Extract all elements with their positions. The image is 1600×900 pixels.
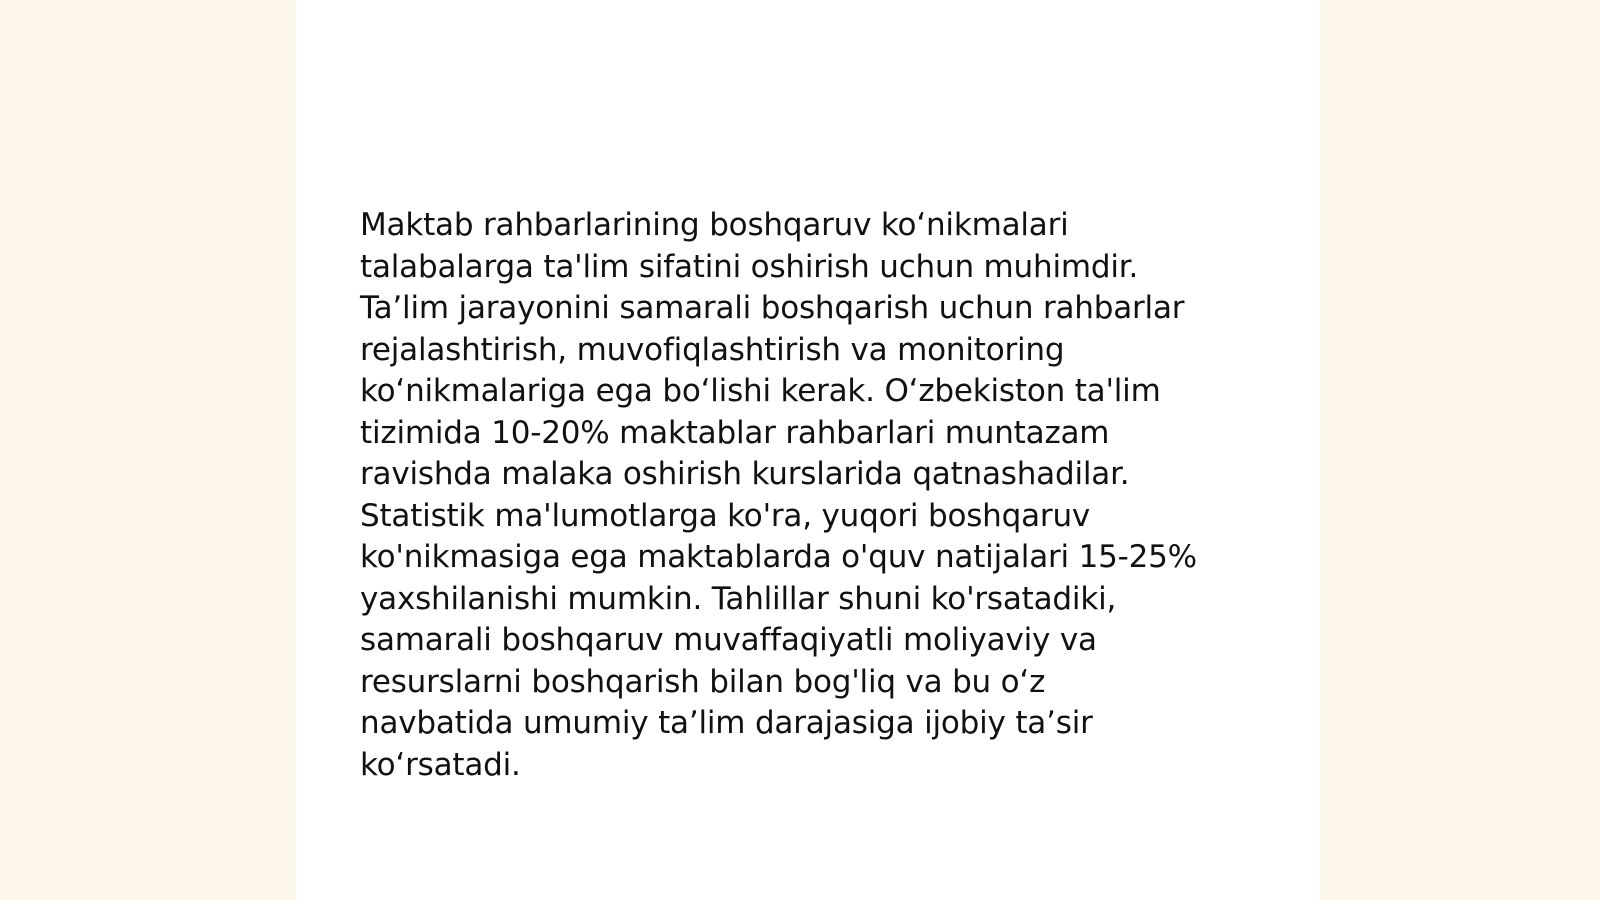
slide-panel [296, 0, 1320, 900]
slide-body-text: Maktab rahbarlarining boshqaruv ko‘nikmalari talabalarga ta'lim sifatini oshirish uchun muhimdir. Ta’lim jarayonini samarali boshqarish uchun rahbarlar rejalashtirish, muvofiqlashtirish va monitoring ko‘nikmalariga ega bo‘lishi kerak. O‘zbekiston ta'lim tizimida 10-20% maktablar rahbarlari muntazam ravishda malaka oshirish kurslarida qatnashadilar. Statistik ma'lumotlarga ko'ra, yuqori boshqaruv ko'nikmasiga ega maktablarda o'quv natijalari 15-25% yaxshilanishi mumkin. Tahlillar shuni ko'rsatadiki, samarali boshqaruv muvaffaqiyatli moliyaviy va resurslarni boshqarish bilan bog'liq va bu o‘z navbatida umumiy ta’lim darajasiga ijobiy ta’sir ko‘rsatadi. [360, 207, 1197, 783]
